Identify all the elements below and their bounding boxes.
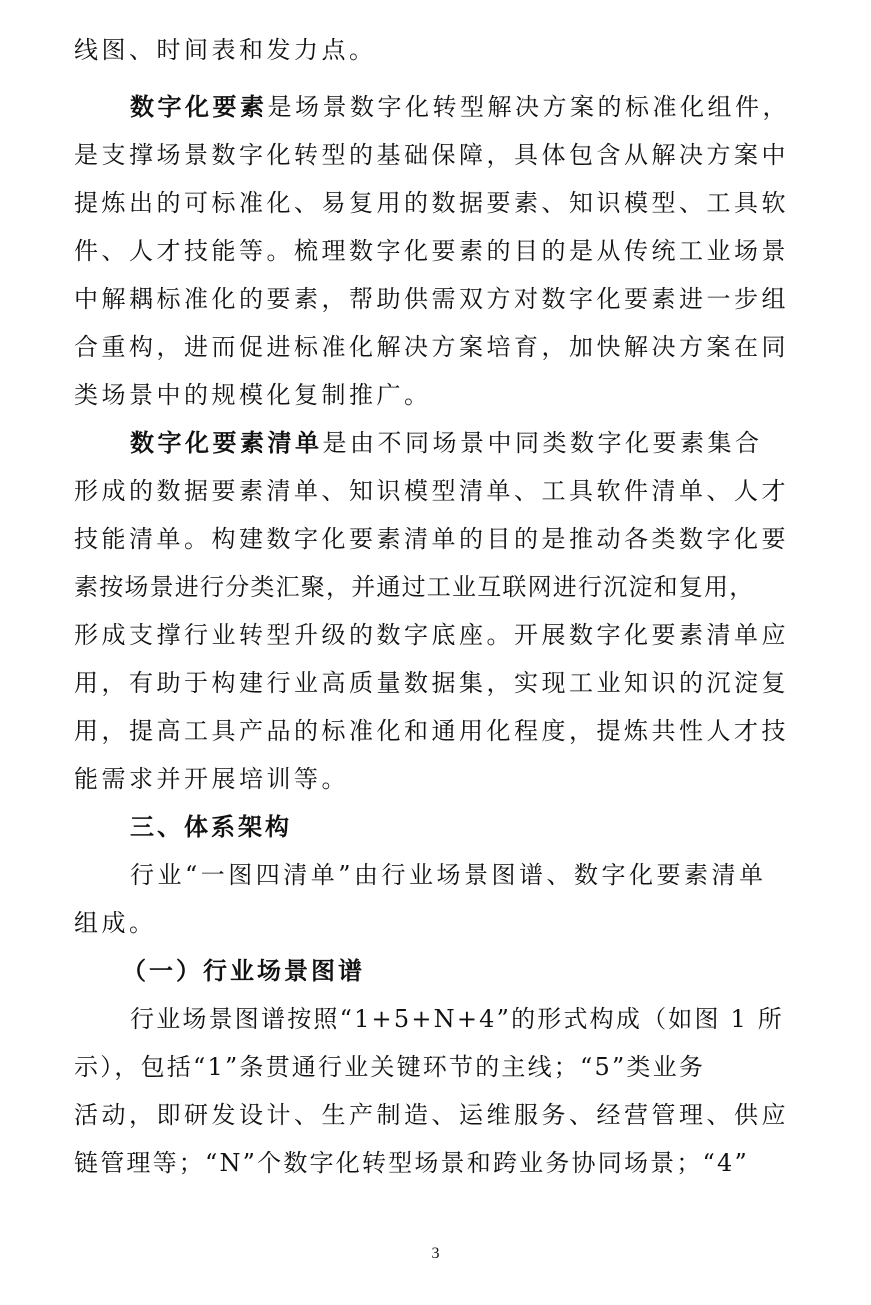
page-number: 3: [431, 1245, 440, 1262]
paragraph-line: 形成支撑行业转型升级的数字底座。开展数字化要素清单应: [74, 621, 789, 649]
paragraph-line: 素按场景进行分类汇聚，并通过工业互联网进行沉淀和复用，: [74, 573, 755, 601]
paragraph-line: 数字化要素是场景数字化转型解决方案的标准化组件，: [130, 93, 790, 121]
subsection-heading: （一）行业场景图谱: [122, 957, 365, 985]
paragraph-line: 技能清单。构建数字化要素清单的目的是推动各类数字化要: [74, 525, 789, 553]
term-digital-elements: 数字化要素: [130, 93, 268, 121]
paragraph-line: 件、人才技能等。梳理数字化要素的目的是从传统工业场景: [74, 237, 789, 265]
paragraph-line: 行业“一图四清单”由行业场景图谱、数字化要素清单: [130, 861, 767, 889]
paragraph-line: 活动，即研发设计、生产制造、运维服务、经营管理、供应: [74, 1101, 789, 1129]
paragraph-line: 用，有助于构建行业高质量数据集，实现工业知识的沉淀复: [74, 669, 789, 697]
paragraph-line: 组成。: [74, 909, 157, 937]
paragraph-line: 是支撑场景数字化转型的基础保障，具体包含从解决方案中: [74, 141, 789, 169]
paragraph-line: 合重构，进而促进标准化解决方案培育，加快解决方案在同: [74, 333, 789, 361]
term-digital-elements-list: 数字化要素清单: [130, 429, 323, 457]
paragraph-line: 提炼出的可标准化、易复用的数据要素、知识模型、工具软: [74, 189, 789, 217]
paragraph-line: 用，提高工具产品的标准化和通用化程度，提炼共性人才技: [74, 717, 789, 745]
paragraph-line: 形成的数据要素清单、知识模型清单、工具软件清单、人才: [74, 477, 789, 505]
paragraph-line: 示），包括“1”条贯通行业关键环节的主线；“5”类业务: [74, 1053, 706, 1081]
paragraph-line: 类场景中的规模化复制推广。: [74, 381, 432, 409]
paragraph-line: 链管理等；“N”个数字化转型场景和跨业务协同场景；“4”: [74, 1149, 749, 1177]
paragraph-line: 线图、时间表和发力点。: [74, 36, 377, 64]
paragraph-line: 中解耦标准化的要素，帮助供需双方对数字化要素进一步组: [74, 285, 789, 313]
section-heading: 三、体系架构: [130, 813, 292, 841]
paragraph-line: 数字化要素清单是由不同场景中同类数字化要素集合: [130, 429, 763, 457]
paragraph-line: 能需求并开展培训等。: [74, 765, 349, 793]
paragraph-line: 行业场景图谱按照“1+5+N+4”的形式构成（如图 1 所: [130, 1005, 785, 1033]
